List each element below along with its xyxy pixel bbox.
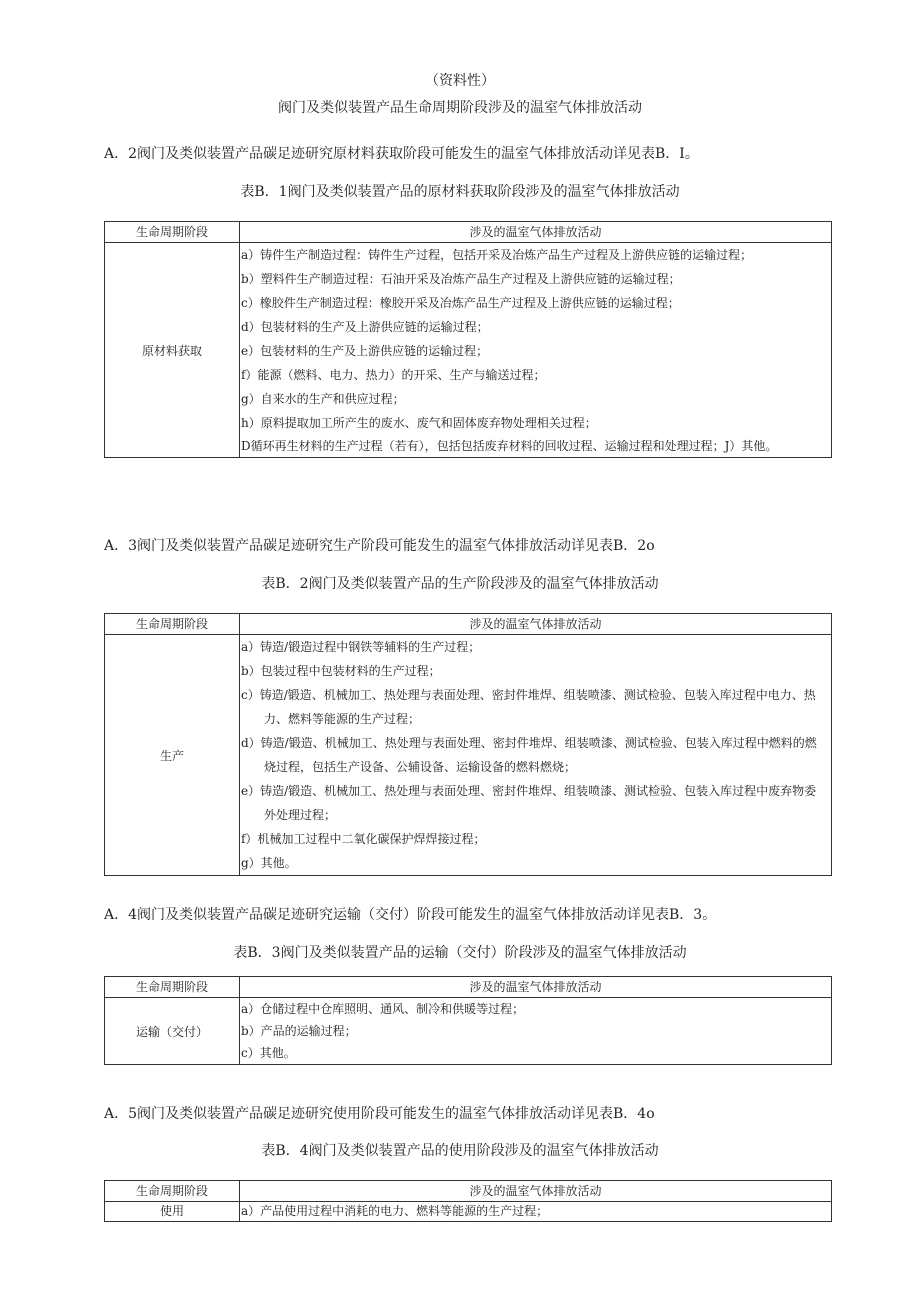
- annex-label: （资料性）: [425, 73, 495, 89]
- col-stage-header: 生命周期阶段: [105, 1181, 240, 1202]
- activities-cell: [240, 243, 832, 458]
- activity-item: c）橡胶件生产制造过程：橡胶开采及冶炼产品生产过程及上游供应链的运输过程；: [241, 296, 680, 310]
- section-a3-intro: A．3阀门及类似装置产品碳足迹研究生产阶段可能发生的温室气体排放活动详见表B．2o: [104, 538, 655, 554]
- activity-item: c）其他。: [241, 1046, 296, 1060]
- table-b4: [104, 1180, 832, 1222]
- activity-item: c）铸造/锻造、机械加工、热处理与表面处理、密封件堆焊、组装喷漆、测试检验、包装入库过程中电力、热力、燃料等能源的生产过程；: [241, 688, 816, 726]
- table-b4-title: 表B．4阀门及类似装置产品的使用阶段涉及的温室气体排放活动: [261, 1143, 659, 1159]
- table-b3: [104, 976, 832, 1065]
- section-a5-intro: A．5阀门及类似装置产品碳足迹研究使用阶段可能发生的温室气体排放活动详见表B．4o: [104, 1106, 655, 1122]
- table-row: [105, 1202, 832, 1222]
- table-header-row: [105, 977, 832, 998]
- table-b1: [104, 221, 832, 458]
- table-b2-title: 表B．2阀门及类似装置产品的生产阶段涉及的温室气体排放活动: [261, 576, 659, 592]
- activity-item: a）铸件生产制造过程：铸件生产过程，包括开采及冶炼产品生产过程及上游供应链的运输过程；: [241, 248, 753, 262]
- col-stage-header: 生命周期阶段: [105, 977, 240, 998]
- activity-item: g）自来水的生产和供应过程；: [241, 392, 405, 406]
- activity-item: f）机械加工过程中二氧化碳保护焊焊接过程；: [241, 832, 486, 846]
- col-activities-header: 涉及的温室气体排放活动: [240, 222, 832, 243]
- table-header-row: [105, 614, 832, 635]
- col-stage-header: 生命周期阶段: [105, 222, 240, 243]
- activities-cell: [240, 1202, 832, 1222]
- activity-item: h）原料提取加工所产生的废水、废气和固体废弃物处理相关过程；: [241, 416, 597, 430]
- col-activities-header: 涉及的温室气体排放活动: [240, 977, 832, 998]
- annex-title: 阀门及类似装置产品生命周期阶段涉及的温室气体排放活动: [278, 100, 642, 116]
- col-activities-header: 涉及的温室气体排放活动: [240, 614, 832, 635]
- table-row: [105, 635, 832, 876]
- activity-item: d）铸造/锻造、机械加工、热处理与表面处理、密封件堆焊、组装喷漆、测试检验、包装入库过程中燃料的燃烧过程，包括生产设备、公辅设备、运输设备的燃料燃烧；: [241, 736, 817, 774]
- activity-item: b）包装过程中包装材料的生产过程；: [241, 664, 441, 678]
- activity-item: a）产品使用过程中消耗的电力、燃料等能源的生产过程；: [241, 1204, 549, 1218]
- table-header-row: [105, 1181, 832, 1202]
- col-activities-header: 涉及的温室气体排放活动: [240, 1181, 832, 1202]
- section-a4-intro: A．4阀门及类似装置产品碳足迹研究运输（交付）阶段可能发生的温室气体排放活动详见表B．3。: [104, 907, 717, 923]
- activity-item: a）仓储过程中仓库照明、通风、制冷和供暖等过程；: [241, 1002, 525, 1016]
- activity-item: e）铸造/锻造、机械加工、热处理与表面处理、密封件堆焊、组装喷漆、测试检验、包装入库过程中废弃物委外处理过程；: [241, 784, 817, 822]
- stage-cell: 原材料获取: [105, 243, 240, 458]
- stage-cell: 使用: [105, 1202, 240, 1222]
- table-header-row: [105, 222, 832, 243]
- section-a2-intro: A．2阀门及类似装置产品碳足迹研究原材料获取阶段可能发生的温室气体排放活动详见表B．I。: [104, 146, 699, 162]
- activity-item: b）塑料件生产制造过程：石油开采及冶炼产品生产过程及上游供应链的运输过程；: [241, 272, 681, 286]
- activities-cell: [240, 998, 832, 1065]
- stage-cell: 运输（交付）: [105, 998, 240, 1065]
- stage-cell: 生产: [105, 635, 240, 876]
- activity-item: b）产品的运输过程；: [241, 1024, 357, 1038]
- col-stage-header: 生命周期阶段: [105, 614, 240, 635]
- activity-item: d）包装材料的生产及上游供应链的运输过程；: [241, 320, 489, 334]
- activity-item: a）铸造/锻造过程中钢铁等辅料的生产过程；: [241, 640, 481, 654]
- activity-item: e）包装材料的生产及上游供应链的运输过程；: [241, 344, 489, 358]
- activity-item: f）能源（燃料、电力、热力）的开采、生产与输送过程；: [241, 368, 546, 382]
- table-b3-title: 表B．3阀门及类似装置产品的运输（交付）阶段涉及的温室气体排放活动: [233, 945, 687, 961]
- table-row: [105, 998, 832, 1065]
- table-b2: [104, 613, 832, 876]
- table-row: [105, 243, 832, 458]
- table-b1-title: 表B．1阀门及类似装置产品的原材料获取阶段涉及的温室气体排放活动: [240, 184, 680, 200]
- activity-item: D循环再生材料的生产过程（若有），包括包括废弃材料的回收过程、运输过程和处理过程；J）其他。: [241, 439, 778, 453]
- activity-item: g）其他。: [241, 856, 297, 870]
- activities-cell: [240, 635, 832, 876]
